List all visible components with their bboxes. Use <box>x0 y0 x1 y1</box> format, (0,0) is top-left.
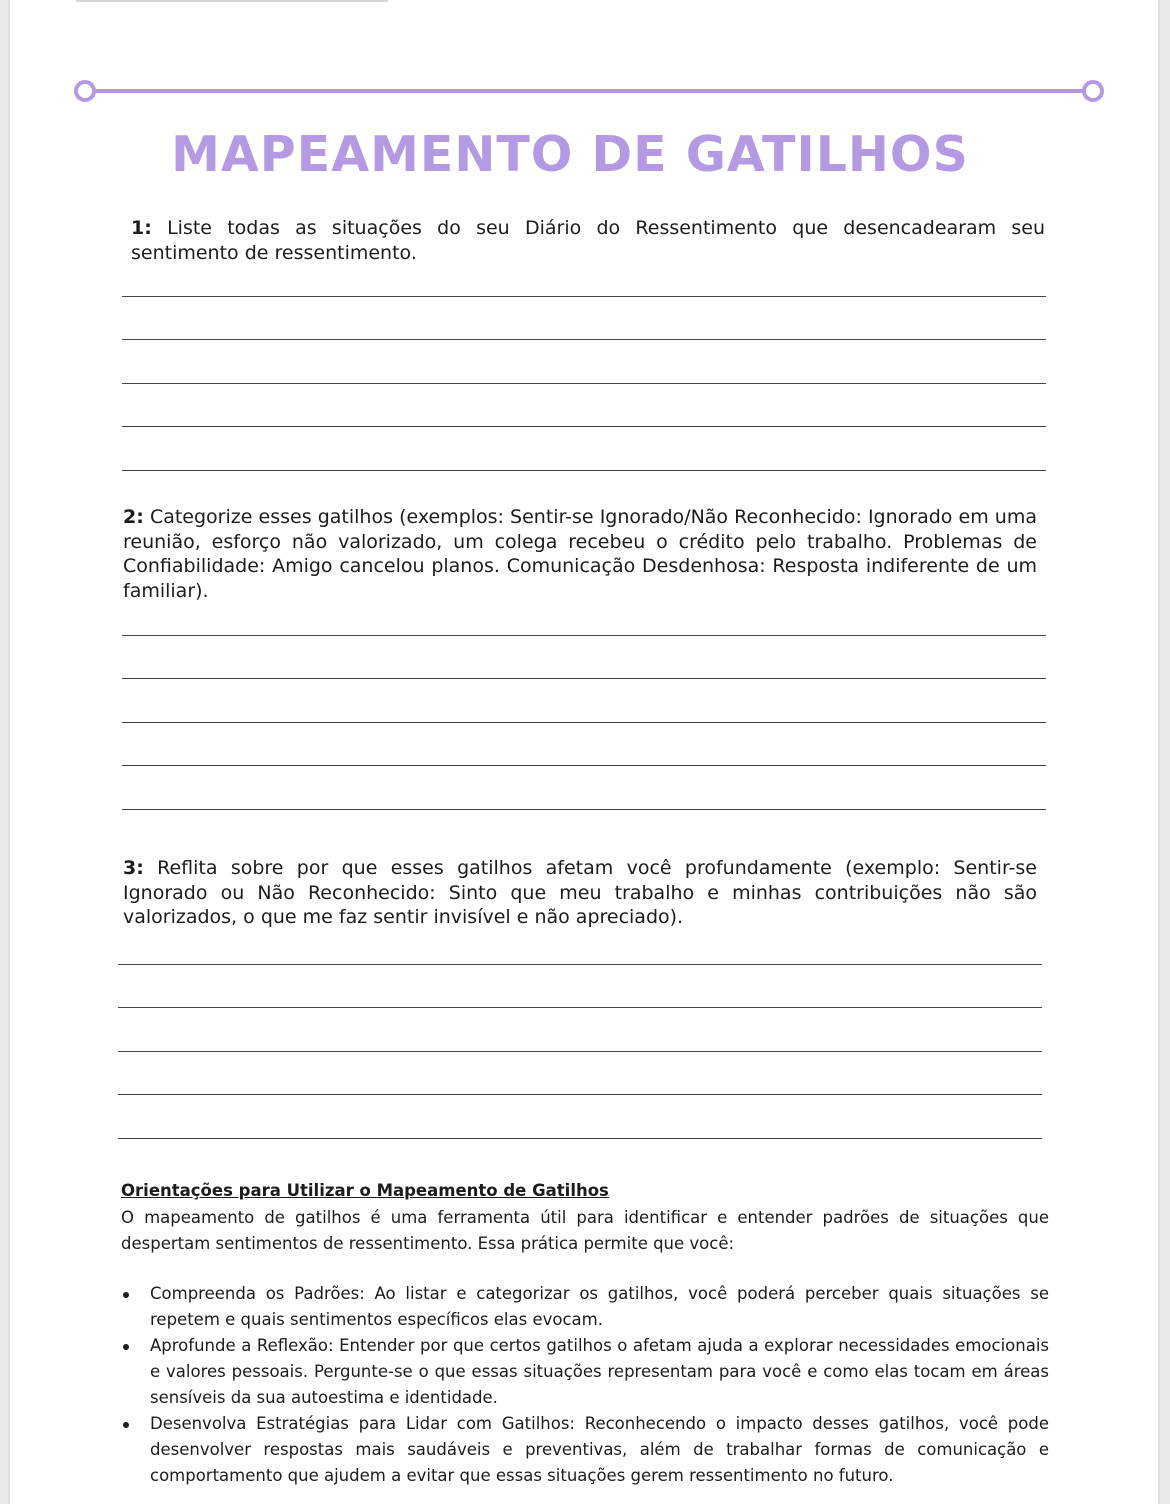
answer-line[interactable] <box>122 679 1046 723</box>
question-2-number: 2: <box>123 506 144 528</box>
bullet-icon <box>123 1344 129 1350</box>
guidance-item <box>150 1281 1049 1333</box>
page-title: MAPEAMENTO DE GATILHOS <box>171 126 969 183</box>
guidance-item-text: Desenvolva Estratégias para Lidar com Gatilhos: Reconhecendo o impacto desses gatilhos, você pode desenvolver respostas mais saudáveis e preventivas, além de trabalhar formas de comunicação e comportamento que ajudem a evitar que essas situações gerem ressentimento no futuro. <box>150 1414 1049 1485</box>
question-1-text: Liste todas as situações do seu Diário do Ressentimento que desencadearam seu sentimento de ressentimento. <box>131 217 1045 264</box>
question-3-text: Reflita sobre por que esses gatilhos afetam você profundamente (exemplo: Sentir-se Ignorado ou Não Reconhecido: Sinto que meu trabalho e minhas contribuições não são valorizados, o que me faz sentir invisível e não apreciado). <box>123 857 1037 928</box>
guidance-intro: O mapeamento de gatilhos é uma ferramenta útil para identificar e entender padrões de situações que despertam sentimentos de ressentimento. Essa prática permite que você: <box>121 1208 1049 1253</box>
answer-line[interactable] <box>118 965 1042 1009</box>
guidance-list <box>121 1281 1049 1489</box>
guidance-heading: Orientações para Utilizar o Mapeamento de Gatilhos <box>121 1181 609 1200</box>
worksheet-page <box>10 0 1158 1504</box>
guidance-item-text: Compreenda os Padrões: Ao listar e categorizar os gatilhos, você poderá perceber quais situações se repetem e quais sentimentos específicos elas evocam. <box>150 1284 1049 1329</box>
guidance-section <box>121 1180 1049 1489</box>
header-line-bar <box>88 89 1090 93</box>
answer-line[interactable] <box>122 297 1046 341</box>
answer-lines-1 <box>122 253 1046 471</box>
question-1-number: 1: <box>131 217 152 239</box>
answer-line[interactable] <box>122 384 1046 428</box>
answer-lines-3 <box>118 921 1042 1139</box>
question-2 <box>123 505 1037 603</box>
guidance-item <box>150 1411 1049 1489</box>
answer-line[interactable] <box>122 253 1046 297</box>
answer-line[interactable] <box>122 427 1046 471</box>
decorative-header-line <box>74 80 1104 102</box>
answer-line[interactable] <box>118 1095 1042 1139</box>
bullet-icon <box>123 1422 129 1428</box>
circle-right-icon <box>1082 80 1104 102</box>
answer-line[interactable] <box>122 766 1046 810</box>
answer-line[interactable] <box>118 1052 1042 1096</box>
question-3 <box>123 856 1037 930</box>
answer-line[interactable] <box>122 723 1046 767</box>
circle-left-icon <box>74 80 96 102</box>
bullet-icon <box>123 1292 129 1298</box>
answer-line[interactable] <box>118 1008 1042 1052</box>
answer-lines-2 <box>122 592 1046 810</box>
question-2-text: Categorize esses gatilhos (exemplos: Sentir-se Ignorado/Não Reconhecido: Ignorado em uma reunião, esforço não valorizado, um colega recebeu o crédito pelo trabalho. Problemas de Confiabilidade: Amigo cancelou planos. Comunicação Desdenhosa: Resposta indiferente de um familiar). <box>123 506 1037 602</box>
answer-line[interactable] <box>122 636 1046 680</box>
answer-line[interactable] <box>122 592 1046 636</box>
question-3-number: 3: <box>123 857 144 879</box>
guidance-item <box>150 1333 1049 1411</box>
guidance-item-text: Aprofunde a Reflexão: Entender por que certos gatilhos o afetam ajuda a explorar necessidades emocionais e valores pessoais. Pergunte-se o que essas situações representam para você e como elas tocam em áreas sensíveis da sua autoestima e identidade. <box>150 1336 1049 1407</box>
answer-line[interactable] <box>122 340 1046 384</box>
answer-line[interactable] <box>118 921 1042 965</box>
top-edge-mark <box>76 0 388 2</box>
